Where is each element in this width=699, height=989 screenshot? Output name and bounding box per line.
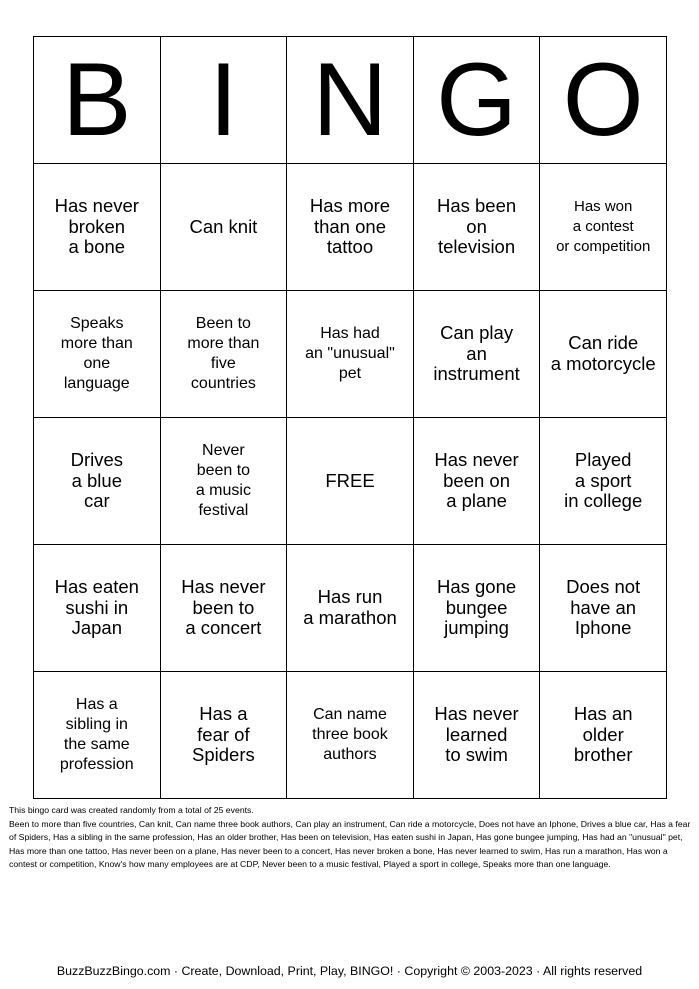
- bingo-cell-text: Has won a contest or competition: [556, 198, 651, 255]
- bingo-cell-text: Has had an "unusual" pet: [305, 325, 395, 382]
- bingo-cell: [34, 418, 161, 545]
- bingo-cell-text: Been to more than five countries: [187, 315, 260, 392]
- bingo-cell-text: Has eaten sushi in Japan: [54, 576, 139, 638]
- bingo-cell: [413, 291, 540, 418]
- bingo-cell-text: Played a sport in college: [564, 449, 643, 511]
- free-space-cell: [287, 418, 414, 545]
- bingo-cell: [34, 291, 161, 418]
- bingo-cell: [287, 164, 414, 291]
- bingo-cell: [160, 291, 287, 418]
- bingo-cell: [540, 672, 667, 799]
- bingo-cell: [160, 672, 287, 799]
- bingo-cell-text: Can ride a motorcycle: [550, 332, 656, 374]
- bingo-cell-text: Has never broken a bone: [54, 195, 139, 257]
- bingo-cell: [34, 164, 161, 291]
- bingo-cell-text: Never been to a music festival: [195, 442, 251, 519]
- bingo-cell-text: Has an older brother: [573, 703, 633, 765]
- bingo-cell: [160, 164, 287, 291]
- header-letter: N: [312, 42, 388, 158]
- bingo-cell-text: Does not have an Iphone: [566, 576, 641, 638]
- bingo-cell-text: Can play an instrument: [433, 322, 520, 384]
- event-list: Been to more than five countries, Can knit, Can name three book authors, Can play an instrument, Can ride a motorcycle, Does not have an Iphone, Drives a blue car, Has a fear of Spiders, Has a sibling in the same profession, Has an older brother, Has been on television, Has eaten sushi in Japan, Has gone bungee jumping, Has had an "unusual" pet, Has more than one tattoo, Has never been on a plane, Has never been to a concert, Has never broken a bone, Has never learned to swim, Has run a marathon, Has won a contest or competition, Know's how many employees are at CDP, Never been to a music festival, Played a sport in college, Speaks more than one language.: [9, 818, 691, 869]
- bingo-cell-text: Has never been to a concert: [181, 576, 266, 638]
- bingo-cell-text: Has never been on a plane: [434, 449, 519, 511]
- header-letter: I: [208, 42, 238, 158]
- bingo-cell: [34, 672, 161, 799]
- bingo-cell-text: Has more than one tattoo: [309, 195, 391, 257]
- bingo-cell: [287, 672, 414, 799]
- bingo-cell-text: Speaks more than one language: [60, 315, 133, 392]
- bingo-cell: [540, 164, 667, 291]
- bingo-row: [34, 418, 667, 545]
- header-letter: G: [436, 42, 518, 158]
- bingo-cell-text: Has run a marathon: [303, 586, 397, 628]
- bingo-cell: [540, 418, 667, 545]
- bingo-cell-text: Has been on television: [436, 195, 517, 257]
- header-cell: [160, 37, 287, 164]
- header-cell: [287, 37, 414, 164]
- bingo-cell-text: Drives a blue car: [70, 449, 123, 511]
- bingo-cell-text: Has gone bungee jumping: [436, 576, 517, 638]
- bingo-header-row: [34, 37, 667, 164]
- bingo-cell: [413, 164, 540, 291]
- bingo-cell: [287, 291, 414, 418]
- bingo-cell-text: Has a sibling in the same profession: [59, 696, 134, 773]
- bingo-cell: [287, 545, 414, 672]
- header-letter: O: [562, 42, 644, 158]
- bingo-row: [34, 291, 667, 418]
- bingo-cell: [160, 418, 287, 545]
- bingo-row: [34, 164, 667, 291]
- header-cell: [34, 37, 161, 164]
- bingo-cell: [413, 672, 540, 799]
- bingo-cell: [413, 545, 540, 672]
- card-summary: This bingo card was created randomly from a total of 25 events.: [9, 805, 254, 815]
- header-letter: B: [62, 42, 132, 158]
- free-space-text: FREE: [325, 469, 375, 491]
- bingo-cell-text: Can knit: [189, 215, 258, 237]
- bingo-cell: [413, 418, 540, 545]
- bingo-cell-text: Has a fear of Spiders: [192, 703, 255, 765]
- card-info: [9, 804, 691, 872]
- bingo-cell: [540, 291, 667, 418]
- bingo-cell-text: Has never learned to swim: [434, 703, 519, 765]
- bingo-row: [34, 545, 667, 672]
- header-cell: [540, 37, 667, 164]
- bingo-cell-text: Can name three book authors: [312, 706, 388, 763]
- bingo-cell: [34, 545, 161, 672]
- bingo-card: [33, 36, 667, 799]
- bingo-cell: [160, 545, 287, 672]
- site-footer: BuzzBuzzBingo.com · Create, Download, Print, Play, BINGO! · Copyright © 2003-2023 · All rights reserved: [56, 964, 643, 978]
- header-cell: [413, 37, 540, 164]
- bingo-row: [34, 672, 667, 799]
- bingo-cell: [540, 545, 667, 672]
